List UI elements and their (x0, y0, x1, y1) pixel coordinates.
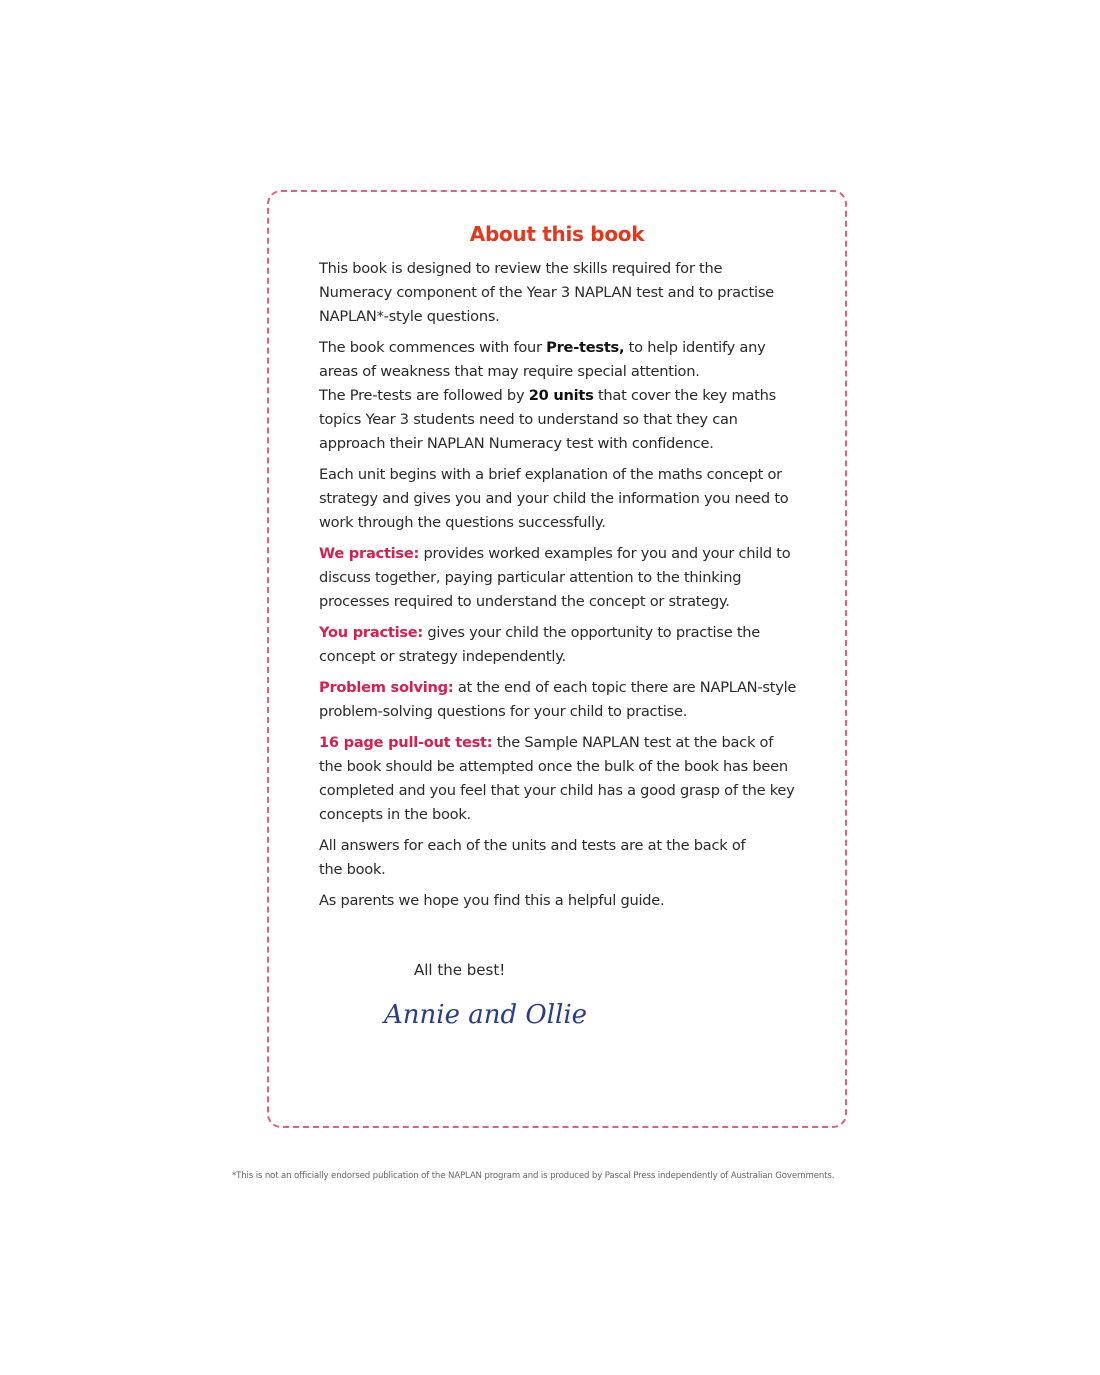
answers-paragraph: All answers for each of the units and tests are at the back of the book. (319, 837, 746, 878)
units-paragraph: The Pre-tests are followed by 20 units that cover the key maths topics Year 3 students need to understand so that they can approach their NAPLAN Numeracy test with confidence. (319, 387, 776, 452)
problem-solving-paragraph: Problem solving: at the end of each topic there are NAPLAN-style problem-solving questions for your child to practise. (319, 679, 797, 720)
we-practise-paragraph: We practise: provides worked examples for you and your child to discuss together, paying particular attention to the thinking processes required to understand the concept or strategy. (319, 545, 791, 610)
page-title: About this book (469, 222, 645, 246)
closing-text: All the best! (414, 961, 506, 979)
you-practise-paragraph: You practise: gives your child the opportunity to practise the concept or strategy independently. (319, 624, 761, 665)
body-text (319, 257, 799, 920)
pull-out-test-paragraph: 16 page pull-out test: the Sample NAPLAN test at the back of the book should be attempted once the bulk of the book has been completed and you feel that your child has a good grasp of the key concepts in the book. (319, 734, 795, 823)
footnote: *This is not an officially endorsed publication of the NAPLAN program and is produced by Pascal Press independently of Australian Governments. (232, 1171, 835, 1181)
pretests-paragraph: The book commences with four Pre-tests, to help identify any areas of weakness that may require special attention. (319, 339, 766, 380)
signature: Annie and Ollie (384, 1000, 588, 1030)
intro-paragraph: This book is designed to review the skills required for the Numeracy component of the Year 3 NAPLAN test and to practise NAPLAN*-style questions. (319, 260, 774, 325)
unit-explanation-paragraph: Each unit begins with a brief explanation of the maths concept or strategy and gives you and your child the information you need to work through the questions successfully. (319, 466, 789, 531)
parents-paragraph: As parents we hope you find this a helpful guide. (319, 892, 665, 909)
